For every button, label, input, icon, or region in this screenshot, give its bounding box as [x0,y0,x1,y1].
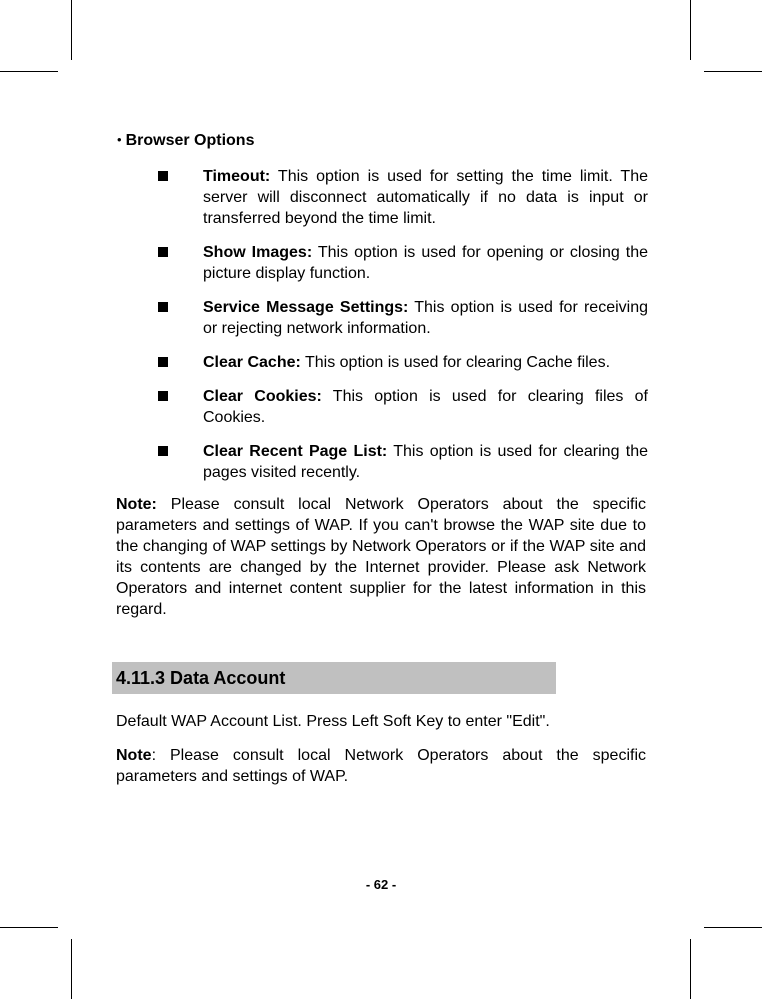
list-item [148,352,648,373]
square-bullet-icon [158,391,168,401]
crop-mark [690,0,691,60]
list-item [148,242,648,284]
option-desc: This option is used for setting the time limit. The server will disconnect automatically if no data is input or transferred beyond the time limit. [203,168,648,227]
list-item [148,441,648,483]
option-term: Timeout: [203,168,271,185]
option-desc: This option is used for clearing the pages visited recently. [203,443,649,481]
crop-mark [0,71,58,72]
option-term: Clear Cache: [203,354,301,371]
square-bullet-icon [158,171,168,181]
option-desc: This option is used for receiving or rejecting network information. [203,299,648,337]
option-term: Clear Cookies: [203,388,322,405]
square-bullet-icon [158,357,168,367]
browser-options-list [148,166,648,496]
list-item [148,386,648,428]
crop-mark [704,71,762,72]
crop-mark [690,939,691,999]
square-bullet-icon [158,247,168,257]
note-text: : Please consult local Network Operators about the specific parameters and settings of WAP. [116,747,646,785]
browser-options-title: Browser Options [125,132,255,149]
note-paragraph [116,494,646,620]
note-label: Note: [116,496,157,513]
crop-mark [71,939,72,999]
option-term: Show Images: [203,244,313,261]
note-label: Note [116,747,152,764]
option-desc: This option is used for clearing Cache files. [300,354,611,371]
list-item [148,166,648,229]
crop-mark [0,927,58,928]
list-item [148,297,648,339]
data-account-note [116,745,646,787]
option-term: Service Message Settings: [203,299,409,316]
square-bullet-icon [158,446,168,456]
note-text: Please consult local Network Operators about the specific parameters and settings of WAP. If you can't browse the WAP site due to the changing of WAP settings by Network Operators or if the WAP site and its contents are changed by the Internet provider. Please ask Network Operators and internet content supplier for the latest information in this regard. [116,496,646,618]
option-desc: This option is used for opening or closing the picture display function. [203,244,648,282]
square-bullet-icon [158,302,168,312]
browser-options-heading [117,131,254,151]
crop-mark [704,927,762,928]
bullet-dot-icon: • [117,132,122,147]
option-desc: This option is used for clearing files of Cookies. [203,388,649,426]
option-term: Clear Recent Page List: [203,443,388,460]
crop-mark [71,0,72,60]
data-account-heading: 4.11.3 Data Account [112,662,556,694]
data-account-intro: Default WAP Account List. Press Left Soft Key to enter "Edit". [116,713,550,730]
page-number: - 62 - [365,877,397,892]
